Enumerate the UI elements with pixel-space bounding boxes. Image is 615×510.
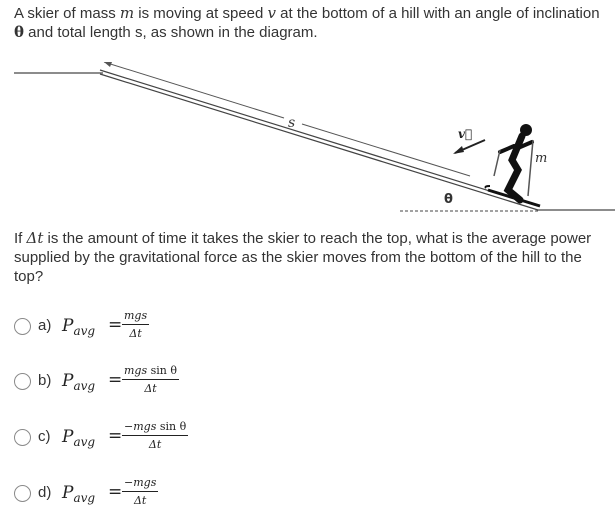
hill-diagram — [0, 62, 615, 217]
p-avg-symbol: $P_{avg}$ — [62, 483, 96, 505]
var-delta-t: Δt — [26, 229, 44, 247]
option-letter: d) — [38, 484, 52, 501]
length-dimension-line — [104, 62, 284, 118]
denominator: Δt — [144, 382, 157, 395]
answer-option-b[interactable] — [14, 364, 414, 398]
question-text: at the bottom of a hill with an angle of inclination — [276, 5, 600, 22]
numerator: mgs — [122, 309, 149, 325]
option-letter: b) — [38, 372, 52, 389]
fraction — [122, 364, 179, 395]
velocity-arrowhead — [453, 146, 464, 154]
label-m: m — [535, 151, 548, 166]
equals-sign: = — [108, 370, 123, 390]
fraction — [122, 309, 149, 340]
answer-option-c[interactable] — [14, 420, 414, 454]
numerator: mgs sin θ — [122, 364, 179, 380]
radio-button-a[interactable] — [14, 318, 31, 335]
var-mass: m — [119, 4, 135, 22]
equals-sign: = — [108, 315, 123, 335]
question-text: If — [14, 230, 27, 247]
var-angle: θ — [14, 23, 25, 41]
length-dimension-line-2 — [302, 124, 473, 176]
question-text: A skier of mass — [14, 5, 120, 22]
question-intro — [14, 4, 610, 42]
question-text: is the amount of time it takes the skier to reach the top, what is the average power supplied by the gravitational force as the skier moves from the bottom of the hill to the top? — [14, 230, 592, 285]
skier-figure — [486, 124, 541, 206]
option-letter: a) — [38, 317, 52, 334]
dimension-arrow-top — [104, 62, 112, 67]
denominator: Δt — [133, 494, 147, 507]
radio-button-d[interactable] — [14, 485, 31, 502]
answer-option-d[interactable] — [14, 476, 414, 510]
label-s: s — [288, 115, 296, 131]
equals-sign: = — [108, 482, 123, 502]
question-text: and total length — [24, 24, 135, 41]
question-prompt — [14, 229, 610, 286]
numerator: −mgs sin θ — [122, 420, 188, 436]
fraction — [122, 476, 158, 507]
answer-option-a[interactable] — [14, 309, 414, 343]
option-letter: c) — [38, 428, 51, 445]
p-avg-symbol: $P_{avg}$ — [62, 371, 96, 393]
radio-button-b[interactable] — [14, 373, 31, 390]
question-text: is moving at speed — [134, 5, 268, 22]
var-length: s — [134, 24, 143, 41]
fraction — [122, 420, 188, 451]
slope-line-lower — [100, 74, 538, 210]
denominator: Δt — [148, 438, 162, 451]
equals-sign: = — [108, 426, 123, 446]
var-speed: v — [267, 4, 276, 22]
radio-button-c[interactable] — [14, 429, 31, 446]
label-v: v⃗ — [458, 127, 473, 141]
slope-line — [100, 70, 538, 206]
question-text: , as shown in the diagram. — [142, 24, 318, 41]
p-avg-symbol: $P_{avg}$ — [62, 427, 96, 449]
denominator: Δt — [129, 327, 142, 340]
label-theta: θ — [444, 192, 453, 207]
numerator: −mgs — [122, 476, 158, 492]
p-avg-symbol: $P_{avg}$ — [62, 316, 96, 338]
